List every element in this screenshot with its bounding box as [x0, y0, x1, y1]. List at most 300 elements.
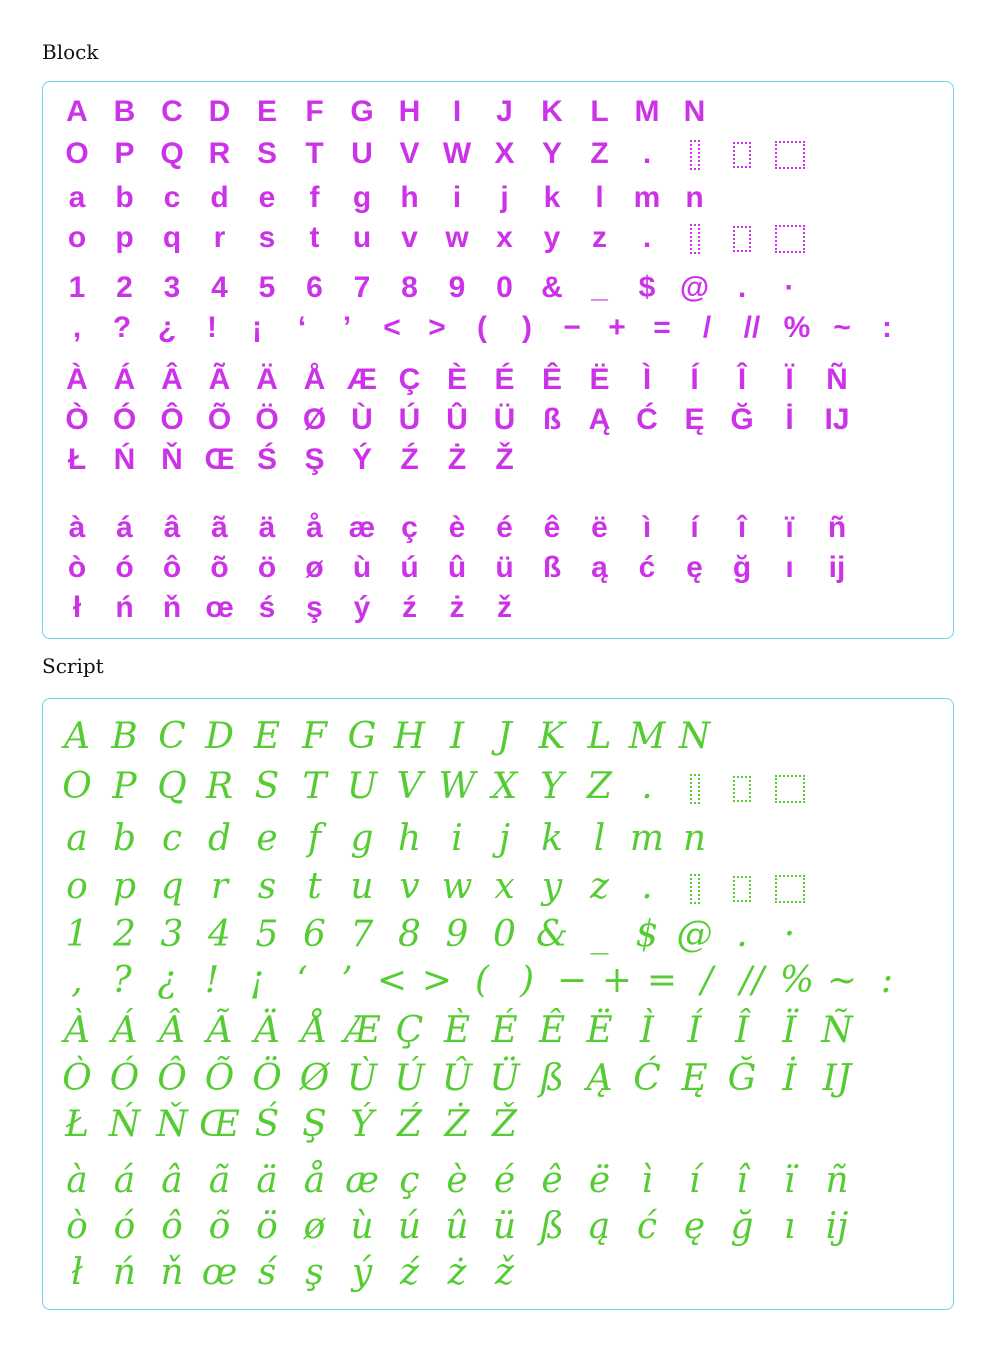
glyph-row: [43, 715, 953, 759]
glyph: ): [519, 960, 535, 1001]
glyph: @: [679, 271, 710, 304]
glyph: R: [208, 137, 231, 170]
glyph: //: [743, 311, 761, 344]
glyph: m: [633, 181, 661, 214]
glyph: Ï: [785, 363, 794, 396]
glyph: ń: [115, 591, 134, 624]
glyph: _: [591, 271, 608, 304]
glyph: ž: [495, 1252, 514, 1293]
glyph: å: [303, 1160, 326, 1201]
glyph: ï: [783, 1160, 796, 1201]
glyph: 9: [445, 914, 469, 955]
glyph: Y: [541, 137, 562, 170]
glyph: i: [451, 818, 463, 859]
glyph: Í: [687, 1010, 702, 1051]
glyph-row: [43, 817, 953, 861]
glyph: Ą: [588, 403, 611, 436]
glyph: e: [258, 181, 276, 214]
glyph: B: [113, 95, 136, 128]
glyph: Ë: [586, 1010, 613, 1051]
glyph: r: [213, 221, 226, 254]
glyph-row: [43, 1103, 953, 1147]
glyph: 1: [65, 914, 89, 955]
glyph: ù: [350, 1206, 374, 1247]
glyph: q: [160, 866, 184, 907]
glyph: 9: [448, 271, 466, 304]
glyph: j: [498, 818, 511, 859]
glyph: M: [634, 95, 660, 128]
glyph: =: [653, 311, 671, 344]
glyph: ¿: [157, 960, 177, 1001]
glyph: m: [629, 818, 665, 859]
glyph: f: [309, 181, 320, 214]
glyph: ~: [833, 311, 851, 344]
glyph: w: [441, 866, 473, 907]
glyph-row: [43, 90, 953, 134]
glyph: z: [590, 866, 609, 907]
glyph: Ã: [208, 363, 231, 396]
glyph: ź: [402, 591, 417, 624]
glyph: C: [161, 95, 183, 128]
glyph: ä: [256, 1160, 278, 1201]
glyph-row: [43, 913, 953, 957]
glyph: ô: [162, 551, 182, 584]
glyph: $: [635, 914, 659, 955]
glyph-row: [43, 1009, 953, 1053]
glyph-row: [43, 398, 953, 442]
glyph: u: [352, 221, 372, 254]
glyph: ò: [67, 551, 87, 584]
glyph: Ö: [255, 403, 279, 436]
glyph: Å: [301, 1010, 328, 1051]
glyph: û: [447, 551, 467, 584]
glyph: 8: [401, 271, 418, 304]
glyph: L: [587, 716, 612, 757]
glyph: ,: [72, 311, 82, 344]
glyph: 2: [113, 914, 136, 955]
glyph: 0: [493, 914, 516, 955]
glyph: g: [352, 181, 372, 214]
glyph: Ę: [681, 1058, 708, 1099]
glyph: k: [543, 181, 561, 214]
glyph: à: [68, 511, 86, 544]
glyph: Ź: [400, 443, 419, 476]
glyph: Á: [111, 1010, 138, 1051]
glyph: ê: [543, 511, 561, 544]
glyph: <: [376, 960, 408, 1001]
glyph: Ę: [684, 403, 705, 436]
glyph: −: [556, 960, 588, 1001]
glyph: q: [162, 221, 182, 254]
glyph: Û: [441, 1058, 473, 1099]
glyph: ą: [588, 1206, 611, 1247]
glyph: N: [683, 95, 706, 128]
glyph: ?: [112, 960, 132, 1001]
glyph: ó: [113, 1206, 136, 1247]
glyph: Ä: [254, 1010, 280, 1051]
glyph: ç: [401, 511, 418, 544]
glyph: Ć: [633, 1058, 661, 1099]
glyph: Â: [161, 363, 183, 396]
placeholder-wide-icon: [766, 865, 814, 909]
glyph: ~: [826, 960, 858, 1001]
glyph: o: [67, 221, 87, 254]
glyph: ’: [342, 311, 352, 344]
glyph: r: [210, 866, 229, 907]
glyph: Ą: [586, 1058, 613, 1099]
glyph: ã: [211, 511, 228, 544]
glyph-row: [43, 1251, 953, 1295]
glyph: Ó: [112, 403, 137, 436]
glyph: Ç: [398, 363, 421, 396]
glyph: O: [62, 766, 92, 807]
glyph: À: [66, 363, 88, 396]
glyph: /: [700, 960, 714, 1001]
glyph: x: [494, 866, 515, 907]
glyph: H: [398, 95, 421, 128]
glyph: ş: [306, 591, 323, 624]
glyph: 5: [255, 914, 279, 955]
glyph: >: [428, 311, 446, 344]
glyph: 4: [208, 914, 231, 955]
glyph: ¡: [252, 311, 262, 344]
glyph: Ň: [156, 1104, 188, 1145]
glyph: Z: [586, 766, 612, 807]
glyph: ć: [636, 1206, 658, 1247]
glyph: ‘: [296, 960, 308, 1001]
glyph: o: [66, 866, 88, 907]
glyph-row: [43, 438, 953, 482]
glyph: d: [210, 181, 229, 214]
glyph: Ä: [256, 363, 278, 396]
glyph: Ú: [394, 1058, 425, 1099]
glyph: í: [690, 511, 699, 544]
glyph: t: [309, 221, 320, 254]
glyph: Ş: [304, 443, 325, 476]
glyph: .: [736, 914, 748, 955]
glyph: .: [642, 137, 652, 170]
glyph: s: [257, 866, 277, 907]
glyph: Ê: [538, 1010, 566, 1051]
glyph: D: [205, 716, 234, 757]
glyph: D: [208, 95, 231, 128]
glyph-row: [43, 959, 953, 1003]
glyph: â: [161, 1160, 183, 1201]
glyph: .: [641, 866, 653, 907]
glyph: !: [207, 311, 217, 344]
glyph: ś: [258, 591, 276, 624]
glyph-row: [43, 586, 953, 630]
glyph: Æ: [347, 363, 377, 396]
glyph: ç: [399, 1160, 420, 1201]
glyph: ì: [642, 511, 652, 544]
glyph: ň: [162, 591, 182, 624]
glyph-row: [43, 1057, 953, 1101]
glyph: Ù: [346, 1058, 378, 1099]
glyph: Z: [590, 137, 609, 170]
glyph: Ż: [444, 1104, 470, 1145]
glyph: ß: [539, 1206, 565, 1247]
glyph: T: [305, 137, 324, 170]
glyph-row: [43, 865, 953, 909]
glyph: P: [112, 766, 137, 807]
glyph: ·: [783, 914, 796, 955]
glyph: Ñ: [821, 1010, 853, 1051]
glyph: Ý: [350, 1104, 374, 1145]
glyph: S: [256, 137, 277, 170]
placeholder-medium-icon: [718, 865, 766, 909]
glyph: í: [688, 1160, 701, 1201]
glyph: ¿: [157, 311, 177, 344]
glyph: p: [112, 866, 137, 907]
glyph: X: [494, 137, 515, 170]
glyph-row: [43, 358, 953, 402]
glyph: n: [685, 181, 704, 214]
glyph: İ: [782, 1058, 797, 1099]
glyph: y: [543, 221, 561, 254]
glyph: ą: [591, 551, 608, 584]
glyph: V: [399, 137, 420, 170]
glyph: N: [678, 716, 711, 757]
glyph: ñ: [827, 511, 847, 544]
glyph: A: [66, 95, 88, 128]
glyph: V: [396, 766, 423, 807]
placeholder-medium-icon: [718, 765, 766, 809]
script-character-panel: [42, 698, 954, 1310]
glyph-row: [43, 1159, 953, 1203]
glyph: ł: [72, 591, 82, 624]
glyph: t: [307, 866, 322, 907]
glyph: Ğ: [730, 403, 754, 436]
glyph: Ç: [395, 1010, 424, 1051]
placeholder-wide-icon: [766, 765, 814, 809]
glyph: Ã: [206, 1010, 233, 1051]
glyph: k: [541, 818, 563, 859]
glyph: Ò: [62, 1058, 92, 1099]
glyph: ò: [66, 1206, 88, 1247]
glyph: j: [500, 181, 509, 214]
glyph: Y: [540, 766, 564, 807]
glyph: Ż: [447, 443, 467, 476]
glyph: e: [256, 818, 278, 859]
glyph: &: [541, 271, 563, 304]
glyph: _: [590, 914, 609, 955]
glyph: Q: [157, 766, 187, 807]
glyph: IJ: [824, 403, 850, 436]
glyph: ij: [828, 551, 846, 584]
glyph: ğ: [730, 1206, 754, 1247]
glyph: ’: [341, 960, 353, 1001]
glyph: K: [541, 95, 563, 128]
glyph: h: [400, 181, 419, 214]
glyph: (: [477, 311, 487, 344]
glyph: Ô: [160, 403, 184, 436]
glyph: à: [66, 1160, 88, 1201]
glyph: Û: [446, 403, 468, 436]
glyph: ż: [447, 1252, 467, 1293]
glyph: Î: [734, 1010, 750, 1051]
glyph-row: [43, 765, 953, 809]
glyph: IJ: [822, 1058, 852, 1099]
glyph: ): [522, 311, 532, 344]
glyph: Ý: [351, 443, 372, 476]
glyph: Ň: [161, 443, 183, 476]
glyph: b: [115, 181, 134, 214]
block-character-panel: [42, 81, 954, 639]
glyph: J: [496, 95, 513, 128]
glyph: è: [448, 511, 466, 544]
glyph: s: [258, 221, 276, 254]
glyph: î: [737, 511, 747, 544]
glyph: a: [66, 818, 88, 859]
glyph: J: [497, 716, 512, 757]
glyph: R: [205, 766, 234, 807]
glyph: ć: [638, 551, 656, 584]
glyph: â: [163, 511, 181, 544]
glyph: H: [393, 716, 426, 757]
placeholder-narrow-icon: [671, 216, 719, 260]
glyph: ø: [303, 1206, 326, 1247]
glyph: =: [646, 960, 678, 1001]
glyph: W: [442, 137, 472, 170]
glyph: À: [64, 1010, 90, 1051]
glyph: L: [590, 95, 609, 128]
glyph: ?: [112, 311, 132, 344]
glyph-row: [43, 506, 953, 550]
placeholder-medium-icon: [718, 132, 766, 176]
glyph: Ś: [256, 443, 277, 476]
glyph: ş: [305, 1252, 324, 1293]
glyph: Ø: [299, 1058, 330, 1099]
glyph: ‘: [297, 311, 307, 344]
glyph-row: [43, 1205, 953, 1249]
glyph: f: [307, 818, 322, 859]
glyph: Á: [113, 363, 136, 396]
glyph: ã: [208, 1160, 231, 1201]
glyph: Ž: [495, 443, 514, 476]
glyph: Ø: [302, 403, 327, 436]
glyph: :: [882, 311, 892, 344]
glyph: ż: [449, 591, 465, 624]
glyph: ö: [256, 1206, 278, 1247]
glyph: :: [880, 960, 894, 1001]
glyph: ö: [257, 551, 277, 584]
glyph: 0: [496, 271, 513, 304]
glyph: ü: [492, 1206, 517, 1247]
placeholder-narrow-icon: [671, 865, 719, 909]
glyph: p: [115, 221, 134, 254]
glyph: Ł: [67, 443, 87, 476]
glyph: ä: [258, 511, 276, 544]
glyph: h: [397, 818, 422, 859]
placeholder-wide-icon: [766, 132, 814, 176]
glyph: 6: [306, 271, 323, 304]
glyph: C: [158, 716, 186, 757]
glyph: Â: [159, 1010, 185, 1051]
glyph: Ô: [157, 1058, 187, 1099]
glyph: −: [563, 311, 581, 344]
glyph: F: [302, 716, 327, 757]
glyph: é: [493, 1160, 516, 1201]
glyph: Ù: [351, 403, 373, 436]
glyph: ó: [115, 551, 134, 584]
glyph: ·: [784, 271, 795, 304]
glyph: 7: [350, 914, 374, 955]
glyph: !: [204, 960, 220, 1001]
glyph: >: [421, 960, 453, 1001]
glyph: Ź: [396, 1104, 422, 1145]
glyph: n: [682, 818, 707, 859]
glyph: Ş: [302, 1104, 327, 1145]
glyph-row: [43, 216, 953, 260]
glyph: æ: [345, 1160, 379, 1201]
glyph: 3: [163, 271, 181, 304]
glyph: á: [113, 1160, 136, 1201]
glyph: /: [702, 311, 712, 344]
glyph: ë: [591, 511, 608, 544]
glyph: l: [595, 181, 604, 214]
glyph: ę: [683, 1206, 706, 1247]
glyph: +: [608, 311, 626, 344]
glyph: X: [491, 766, 518, 807]
placeholder-medium-icon: [718, 216, 766, 260]
glyph: $: [638, 271, 656, 304]
glyph: W: [438, 766, 476, 807]
glyph: T: [302, 766, 327, 807]
glyph: d: [207, 818, 232, 859]
block-section-label: Block: [42, 40, 99, 64]
glyph: é: [496, 511, 513, 544]
glyph: //: [739, 960, 765, 1001]
glyph: %: [783, 311, 811, 344]
glyph: ê: [541, 1160, 563, 1201]
glyph: ß: [539, 1058, 565, 1099]
glyph: x: [496, 221, 513, 254]
glyph: 6: [303, 914, 326, 955]
glyph: .: [641, 766, 653, 807]
glyph: Ì: [642, 363, 652, 396]
glyph: Œ: [199, 1104, 240, 1145]
glyph: ł: [71, 1252, 83, 1293]
glyph: á: [116, 511, 133, 544]
glyph: +: [601, 960, 633, 1001]
glyph: ë: [588, 1160, 611, 1201]
placeholder-narrow-icon: [671, 132, 719, 176]
placeholder-narrow-icon: [671, 765, 719, 809]
glyph: %: [779, 960, 815, 1001]
glyph: 4: [211, 271, 228, 304]
glyph: Ü: [489, 1058, 520, 1099]
glyph: ú: [397, 1206, 422, 1247]
glyph: U: [346, 766, 378, 807]
glyph: Ë: [589, 363, 610, 396]
glyph: Ñ: [826, 363, 848, 396]
glyph-row: [43, 176, 953, 220]
glyph-row: [43, 306, 953, 350]
glyph: Ü: [493, 403, 516, 436]
glyph: ğ: [732, 551, 752, 584]
glyph: Å: [303, 363, 326, 396]
glyph: Ğ: [727, 1058, 757, 1099]
glyph: I: [449, 716, 465, 757]
glyph: É: [494, 363, 515, 396]
glyph: æ: [348, 511, 376, 544]
glyph: Ó: [109, 1058, 140, 1099]
glyph: ę: [686, 551, 703, 584]
placeholder-wide-icon: [766, 216, 814, 260]
glyph: z: [592, 221, 607, 254]
glyph: P: [114, 137, 135, 170]
